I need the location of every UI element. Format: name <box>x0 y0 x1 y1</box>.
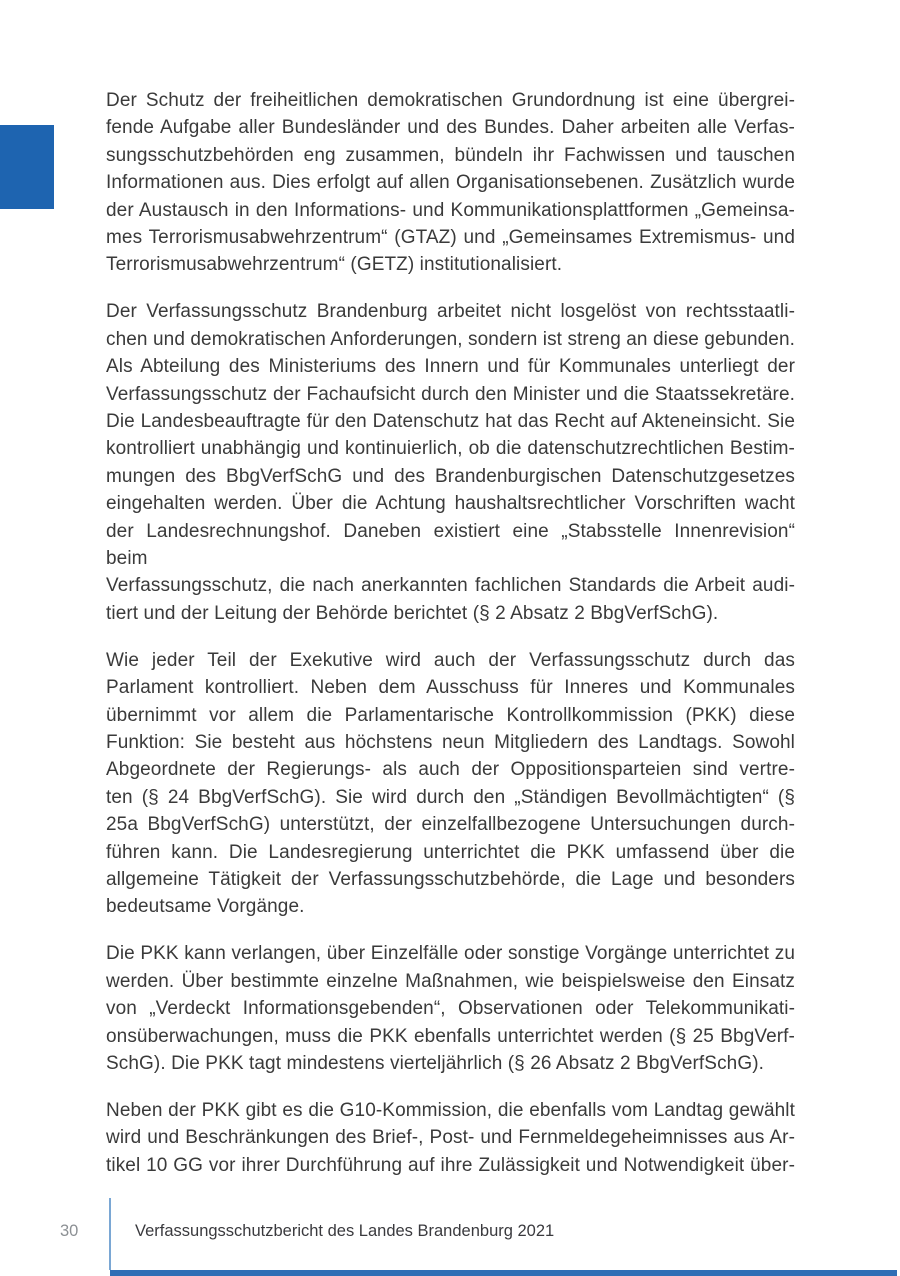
text-line: Die Landesbeauftragte für den Datenschutz hat das Recht auf Akteneinsicht. Sie <box>106 410 795 432</box>
margin-accent-square <box>0 125 54 209</box>
text-line: ten (§ 24 BbgVerfSchG). Sie wird durch den „Ständigen Bevollmächtigten“ (§ <box>106 786 795 808</box>
text-line: Die PKK kann verlangen, über Einzelfälle oder sonstige Vorgänge unterrichtet zu <box>106 943 795 965</box>
paragraph <box>106 940 795 1077</box>
paragraph <box>106 1097 795 1179</box>
text-line: wird und Beschränkungen des Brief-, Post- und Fernmeldegeheimnisses aus Ar- <box>106 1127 795 1149</box>
text-line: allgemeine Tätigkeit der Verfassungsschutzbehörde, die Lage und besonders <box>106 868 795 890</box>
text-line: eingehalten werden. Über die Achtung haushaltsrechtlicher Vorschriften wacht <box>106 493 795 515</box>
text-line: Verfassungsschutz, die nach anerkannten fachlichen Standards die Arbeit audi- <box>106 575 795 597</box>
paragraph <box>106 647 795 921</box>
text-line: Informationen aus. Dies erfolgt auf allen Organisationsebenen. Zusätzlich wurde <box>106 172 795 194</box>
text-line: übernimmt vor allem die Parlamentarische Kontrollkommission (PKK) diese <box>106 704 795 726</box>
text-line: Wie jeder Teil der Exekutive wird auch der Verfassungsschutz durch das <box>106 649 795 671</box>
text-line: Funktion: Sie besteht aus höchstens neun Mitgliedern des Landtags. Sowohl <box>106 731 795 753</box>
paragraph <box>106 298 795 627</box>
text-line: fende Aufgabe aller Bundesländer und des Bundes. Daher arbeiten alle Verfas- <box>106 117 795 139</box>
text-line: bedeutsame Vorgänge. <box>106 896 305 918</box>
text-line: kontrolliert unabhängig und kontinuierlich, ob die datenschutzrechtlichen Bestim- <box>106 438 795 460</box>
text-line: werden. Über bestimmte einzelne Maßnahmen, wie beispielsweise den Einsatz <box>106 970 795 992</box>
text-line: Als Abteilung des Ministeriums des Innern und für Kommunales unterliegt der <box>106 356 795 378</box>
paragraph <box>106 87 795 279</box>
page-bottom-rule <box>110 1270 897 1276</box>
text-line: mes Terrorismusabwehrzentrum“ (GTAZ) und „Gemeinsames Extremismus- und <box>106 227 795 249</box>
text-line: tikel 10 GG vor ihrer Durchführung auf ihre Zulässigkeit und Notwendigkeit über- <box>106 1154 795 1176</box>
text-line: Verfassungsschutz der Fachaufsicht durch den Minister und die Staatssekretäre. <box>106 383 795 405</box>
text-line: Der Verfassungsschutz Brandenburg arbeitet nicht losgelöst von rechtsstaatli- <box>106 301 795 323</box>
footer-separator-line <box>109 1198 111 1270</box>
text-line: Parlament kontrolliert. Neben dem Ausschuss für Inneres und Kommunales <box>106 677 795 699</box>
text-line: tiert und der Leitung der Behörde berichtet (§ 2 Absatz 2 BbgVerfSchG). <box>106 602 719 624</box>
footer-report-title: Verfassungsschutzbericht des Landes Brandenburg 2021 <box>135 1222 555 1240</box>
text-line: 25a BbgVerfSchG) unterstützt, der einzelfallbezogene Untersuchungen durch- <box>106 814 795 836</box>
text-line: chen und demokratischen Anforderungen, sondern ist streng an diese gebunden. <box>106 328 795 350</box>
text-line: Abgeordnete der Regierungs- als auch der Oppositionsparteien sind vertre- <box>106 759 795 781</box>
text-line: SchG). Die PKK tagt mindestens vierteljährlich (§ 26 Absatz 2 BbgVerfSchG). <box>106 1052 765 1074</box>
text-line: der Landesrechnungshof. Daneben existiert eine „Stabsstelle Innenrevision“ beim <box>106 520 795 569</box>
text-line: Terrorismusabwehrzentrum“ (GETZ) institutionalisiert. <box>106 254 563 276</box>
text-block <box>106 87 795 1179</box>
text-line: von „Verdeckt Informationsgebenden“, Observationen oder Telekommunikati- <box>106 998 795 1020</box>
text-line: Neben der PKK gibt es die G10-Kommission, die ebenfalls vom Landtag gewählt <box>106 1099 795 1121</box>
footer-page-number: 30 <box>60 1222 79 1240</box>
text-line: Der Schutz der freiheitlichen demokratischen Grundordnung ist eine übergrei- <box>106 90 795 111</box>
text-line: sungsschutzbehörden eng zusammen, bündeln ihr Fachwissen und tauschen <box>106 144 795 166</box>
text-line: der Austausch in den Informations- und Kommunikationsplattformen „Gemeinsa- <box>106 199 795 221</box>
text-line: onsüberwachungen, muss die PKK ebenfalls unterrichtet werden (§ 25 BbgVerf- <box>106 1025 795 1047</box>
text-line: führen kann. Die Landesregierung unterrichtet die PKK umfassend über die <box>106 841 795 863</box>
text-line: mungen des BbgVerfSchG und des Brandenburgischen Datenschutzgesetzes <box>106 465 795 487</box>
